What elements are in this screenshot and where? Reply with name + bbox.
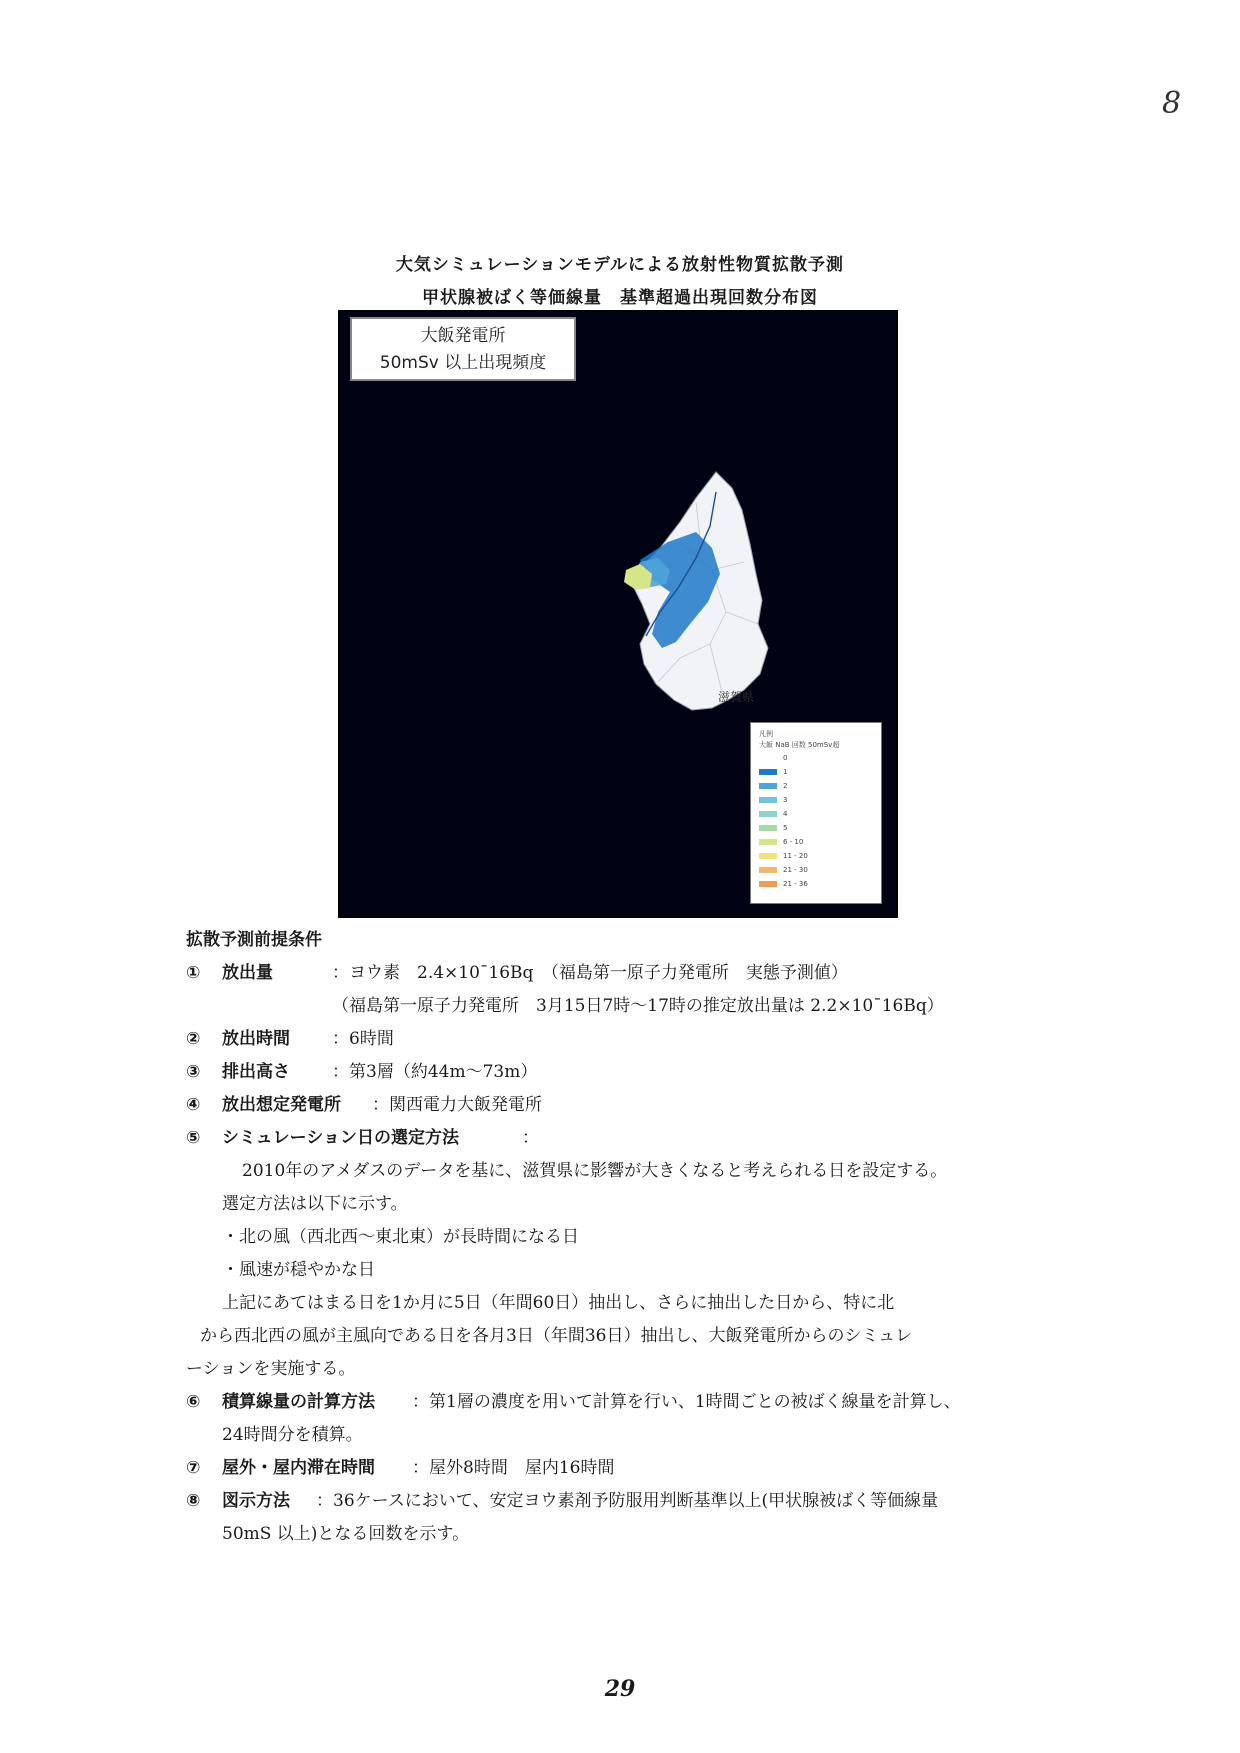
condition-item-8: ⑧ 図示方法 ：36ケースにおいて、安定ヨウ素剤予防服用判断基準以上(甲状腺被ばく等価線量 — [186, 1491, 939, 1511]
item5-line-6: から西北西の風が主風向である日を各月3日（年間36日）抽出し、大飯発電所からのシミュレ — [200, 1326, 913, 1346]
condition-item-4: ④ 放出想定発電所 ：関西電力大飯発電所 — [186, 1095, 542, 1115]
legend-swatch — [759, 783, 777, 789]
legend-label: 2 — [783, 782, 788, 790]
legend-label: 11 - 20 — [783, 852, 808, 860]
condition-item-2: ② 放出時間 ：6時間 — [186, 1029, 394, 1049]
handwritten-page-mark: 8 — [1162, 86, 1182, 121]
legend-swatch — [759, 769, 777, 775]
legend-row — [759, 793, 873, 807]
condition-item-7: ⑦ 屋外・屋内滞在時間 ：屋外8時間 屋内16時間 — [186, 1458, 615, 1478]
map-legend — [750, 722, 882, 904]
legend-row — [759, 835, 873, 849]
condition-item-5: ⑤ シミュレーション日の選定方法 ： — [186, 1128, 539, 1148]
frequency-label: 50mSv 以上出現頻度 — [379, 353, 547, 373]
condition-item-6-cont: 24時間分を積算。 — [222, 1425, 363, 1445]
legend-row — [759, 765, 873, 779]
map-caption-box — [350, 317, 576, 381]
legend-swatch — [759, 825, 777, 831]
legend-label: 5 — [783, 824, 788, 832]
condition-item-6: ⑥ 積算線量の計算方法 ：第1層の濃度を用いて計算を行い、1時間ごとの被ばく線量を計算し、 — [186, 1392, 961, 1412]
plant-name: 大飯発電所 — [420, 326, 506, 346]
legend-swatch — [759, 867, 777, 873]
item5-line-4: ・風速が穏やかな日 — [222, 1260, 375, 1280]
item5-line-5: 上記にあてはまる日を1か月に5日（年間60日）抽出し、さらに抽出した日から、特に北 — [222, 1293, 895, 1313]
item5-line-2: 選定方法は以下に示す。 — [222, 1194, 408, 1214]
legend-label: 21 - 36 — [783, 880, 808, 888]
condition-item-8-cont: 50mS 以上)となる回数を示す。 — [222, 1524, 470, 1544]
legend-label: 21 - 30 — [783, 866, 808, 874]
legend-row — [759, 779, 873, 793]
conditions-section — [186, 924, 1086, 1551]
condition-item-1-note: （福島第一原子力発電所 3月15日7時～17時の推定放出量は 2.2×10ˉ16Bq） — [332, 996, 944, 1016]
legend-title: 凡例 — [759, 730, 773, 738]
legend-label: 1 — [783, 768, 788, 776]
legend-label: 4 — [783, 810, 788, 818]
legend-swatch — [759, 839, 777, 845]
condition-item-1: ① 放出量 ：ヨウ素 2.4×10ˉ16Bq （福島第一原子力発電所 実態予測値） — [186, 963, 848, 983]
document-subtitle: 甲状腺被ばく等価線量 基準超過出現回数分布図 — [422, 288, 818, 308]
page-number: 29 — [604, 1676, 636, 1702]
legend-swatch — [759, 797, 777, 803]
legend-row — [759, 807, 873, 821]
dispersion-map — [338, 310, 898, 918]
legend-swatch — [759, 811, 777, 817]
condition-item-3: ③ 排出高さ ：第3層（約44m～73m） — [186, 1062, 538, 1082]
document-title: 大気シミュレーションモデルによる放射性物質拡散予測 — [395, 255, 845, 275]
legend-swatch — [759, 755, 777, 761]
legend-label: 6 - 10 — [783, 838, 804, 846]
item5-line-3: ・北の風（西北西～東北東）が長時間になる日 — [222, 1227, 579, 1247]
legend-label: 0 — [783, 754, 788, 762]
legend-swatch — [759, 881, 777, 887]
legend-label: 3 — [783, 796, 788, 804]
shiga-label: 滋賀県 — [718, 690, 755, 704]
conditions-heading: 拡散予測前提条件 — [186, 930, 322, 950]
legend-row — [759, 821, 873, 835]
legend-row — [759, 877, 873, 891]
item5-line-1: 2010年のアメダスのデータを基に、滋賀県に影響が大きくなると考えられる日を設定する。 — [242, 1161, 948, 1181]
item5-line-7: ーションを実施する。 — [186, 1359, 356, 1379]
legend-swatch — [759, 853, 777, 859]
legend-subtitle: 大飯 NaB 回数 50mSv超 — [759, 741, 840, 749]
legend-row — [759, 751, 873, 765]
legend-row — [759, 849, 873, 863]
legend-row — [759, 863, 873, 877]
